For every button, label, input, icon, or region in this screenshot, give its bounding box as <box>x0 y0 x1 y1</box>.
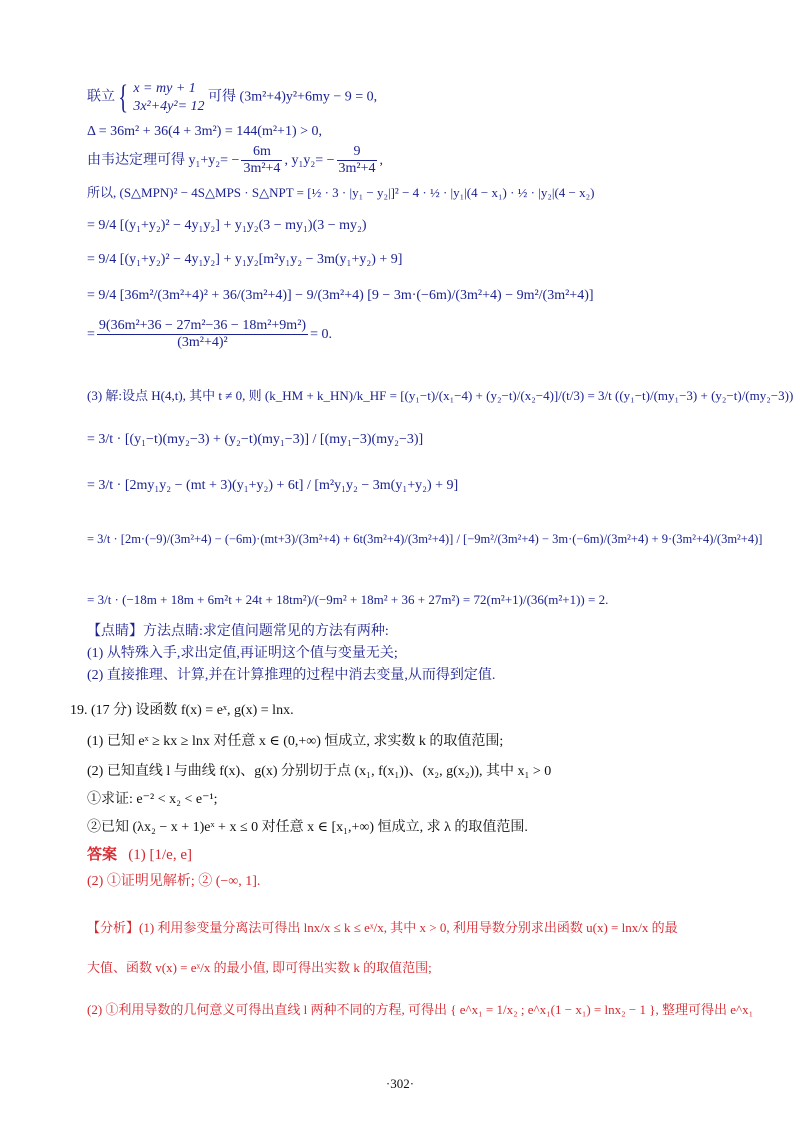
tip-header: 【点睛】方法点睛:求定值问题常见的方法有两种: <box>87 624 389 639</box>
answer-part-1: (1) [1/e, e] <box>128 847 192 863</box>
step-2: = 9/4 [(y₁+y₂)² − 4y₁y₂] + y₁y₂[m²y₁y₂ − 3m(y₁+y₂) + 9] <box>87 252 403 267</box>
step-4-denominator: (3m²+4)² <box>177 335 228 351</box>
step-4-end: = 0. <box>310 326 332 342</box>
vieta-prod-denominator: 3m²+4 <box>338 161 376 177</box>
q19-stem: 19. (17 分) 设函数 f(x) = eˣ, g(x) = lnx. <box>70 703 294 718</box>
analysis-line-3: (2) ①利用导数的几何意义可得出直线 l 两种不同的方程, 可得出 { e^x₁ = 1/x₂ ; e^x₁(1 − x₁) = lnx₂ − 1 }, 整理可得出 e^x₁ <box>87 1002 754 1017</box>
q19-part-2b: ②已知 (λx₂ − x + 1)eˣ + x ≤ 0 对任意 x ∈ [x₁,+∞) 恒成立, 求 λ 的取值范围. <box>87 820 528 835</box>
answer-label: 答案 <box>87 847 118 863</box>
system-eq-2: 3x²+4y²= 12 <box>133 98 205 114</box>
vieta-prod-numerator: 9 <box>337 144 378 161</box>
q19-part-1: (1) 已知 eˣ ≥ kx ≥ lnx 对任意 x ∈ (0,+∞) 恒成立, 求实数 k 的取值范围; <box>87 734 504 749</box>
system-prefix: 联立 <box>87 89 115 105</box>
analysis-line-1: 【分析】(1) 利用参变量分离法可得出 lnx/x ≤ k ≤ eˣ/x, 其中 x > 0, 利用导数分别求出函数 u(x) = lnx/x 的最 <box>87 920 678 935</box>
tip-item-1: (1) 从特殊入手,求出定值,再证明这个值与变量无关; <box>87 646 398 661</box>
analysis-line-2: 大值、函数 v(x) = eˣ/x 的最小值, 即可得出实数 k 的取值范围; <box>87 960 432 975</box>
vieta-end: , <box>379 152 383 168</box>
step-4: = $\frac{\text{9(36m²+36 − 27m²−36 − 18m²+9m²)}}{\text{(3m²+4)²}}$ = 0. <box>87 318 332 351</box>
system-line: 联立{ x = my + 1 3x²+4y²= 12 可得 (3m²+4)y²+6my − 9 = 0, <box>87 78 378 116</box>
step-3: = 9/4 [36m²/(3m²+4)² + 36/(3m²+4)] − 9/(3m²+4) [9 − 3m·(−6m)/(3m²+4) − 9m²/(3m²+4)] <box>87 288 594 303</box>
part3-step-4: = 3/t · (−18m + 18m + 6m²t + 24t + 18tm²)/(−9m² + 18m² + 36 + 27m²) = 72(m²+1)/(36(m²+1)) = 2. <box>87 592 609 607</box>
system-result: 可得 (3m²+4)y²+6my − 9 = 0, <box>208 89 378 105</box>
answer-part-2: (2) ①证明见解析; ② (−∞, 1]. <box>87 874 261 889</box>
part3-step-1: = 3/t · [(y₁−t)(my₂−3) + (y₂−t)(my₁−3)] / [(my₁−3)(my₂−3)] <box>87 432 424 447</box>
part3-step-2: = 3/t · [2my₁y₂ − (mt + 3)(y₁+y₂) + 6t] / [m²y₁y₂ − 3m(y₁+y₂) + 9] <box>87 478 459 493</box>
part3-step-3: = 3/t · [2m·(−9)/(3m²+4) − (−6m)·(mt+3)/(3m²+4) + 6t(3m²+4)/(3m²+4)] / [−9m²/(3m²+4) − 3m·(−6m)/(3m²+4) + 9·(3m²+4)/(3m²+4)] <box>87 532 763 546</box>
so-line: 所以, (S△MPN)² − 4S△MPS · S△NPT = [½ · 3 · |y₁ − y₂|]² − 4 · ½ · |y₁|(4 − x₁) · ½ · |y₂|(4 − x₂) <box>87 185 595 200</box>
page-number: ·302· <box>385 1076 415 1091</box>
step-4-numerator: 9(36m²+36 − 27m²−36 − 18m²+9m²) <box>97 318 308 335</box>
step-1: = 9/4 [(y₁+y₂)² − 4y₁y₂] + y₁y₂(3 − my₁)(3 − my₂) <box>87 218 367 233</box>
tip-item-2: (2) 直接推理、计算,并在计算推理的过程中消去变量,从而得到定值. <box>87 668 496 683</box>
vieta-mid: , y₁y₂= − <box>284 152 335 168</box>
delta-line: Δ = 36m² + 36(4 + 3m²) = 144(m²+1) > 0, <box>87 124 323 139</box>
answer-line <box>87 846 192 864</box>
q19-part-2: (2) 已知直线 l 与曲线 f(x)、g(x) 分别切于点 (x₁, f(x₁))、(x₂, g(x₂)), 其中 x₁ > 0 <box>87 764 552 779</box>
vieta-sum-denominator: 3m²+4 <box>243 161 281 177</box>
vieta-prefix: 由韦达定理可得 y₁+y₂= − <box>87 152 240 168</box>
q19-part-2a: ①求证: e⁻² < x₂ < e⁻¹; <box>87 792 218 807</box>
vieta-sum-numerator: 6m <box>241 144 282 161</box>
system-eq-1: x = my + 1 <box>133 81 196 96</box>
vieta-line <box>87 144 383 177</box>
part3-intro: (3) 解:设点 H(4,t), 其中 t ≠ 0, 则 (k_HM + k_HN)/k_HF = [(y₁−t)/(x₁−4) + (y₂−t)/(x₂−4)]/(t/3) = 3/t ((y₁−t)/(my₁−3) + (y₂−t)/(my₂−3)) <box>87 388 794 403</box>
